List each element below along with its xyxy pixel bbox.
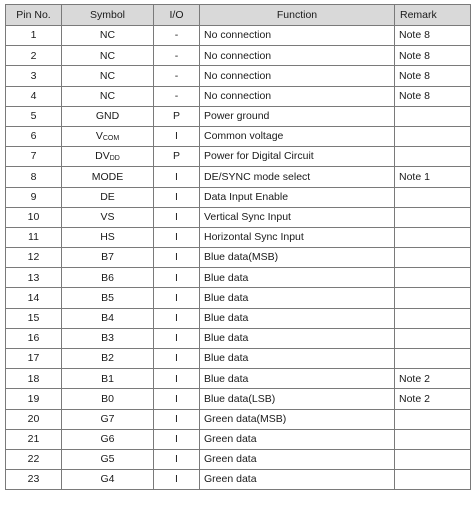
remark-cell: Note 2: [395, 389, 471, 409]
table-row: [6, 86, 471, 106]
pin-number-cell: 23: [6, 470, 62, 490]
remark-cell: [395, 187, 471, 207]
function-cell: Green data: [200, 470, 395, 490]
symbol-text: B2: [101, 352, 114, 365]
table-row: [6, 470, 471, 490]
remark-cell: [395, 470, 471, 490]
symbol-cell: [62, 126, 154, 146]
table-header: [6, 5, 471, 26]
function-cell: Blue data(MSB): [200, 248, 395, 268]
io-type-cell: P: [154, 106, 200, 126]
symbol-cell: [62, 227, 154, 247]
pin-number-cell: 21: [6, 429, 62, 449]
remark-cell: [395, 227, 471, 247]
remark-cell: [395, 449, 471, 469]
symbol-text: MODE: [91, 170, 124, 183]
remark-cell: [395, 429, 471, 449]
symbol-cell: [62, 268, 154, 288]
pin-number-cell: 16: [6, 328, 62, 348]
remark-cell: [395, 126, 471, 146]
remark-cell: [395, 308, 471, 328]
io-type-cell: I: [154, 227, 200, 247]
function-cell: Blue data: [200, 288, 395, 308]
symbol-cell: [62, 248, 154, 268]
remark-cell: [395, 248, 471, 268]
symbol-text: B7: [101, 251, 114, 264]
symbol-text: G5: [100, 453, 115, 466]
table-row: [6, 147, 471, 167]
remark-cell: [395, 207, 471, 227]
io-type-cell: I: [154, 248, 200, 268]
function-cell: Horizontal Sync Input: [200, 227, 395, 247]
symbol-text: B6: [101, 271, 114, 284]
io-type-cell: I: [154, 429, 200, 449]
pin-number-cell: 9: [6, 187, 62, 207]
symbol-text: NC: [99, 69, 116, 82]
symbol-cell: [62, 308, 154, 328]
remark-cell: [395, 147, 471, 167]
table-row: [6, 308, 471, 328]
table-row: [6, 126, 471, 146]
symbol-text: B4: [101, 311, 114, 324]
symbol-text: VS: [100, 211, 115, 224]
pin-number-cell: 17: [6, 349, 62, 369]
symbol-cell: [62, 66, 154, 86]
pin-number-cell: 14: [6, 288, 62, 308]
io-type-cell: I: [154, 167, 200, 187]
io-type-cell: I: [154, 369, 200, 389]
symbol-text: HS: [100, 231, 115, 244]
symbol-cell: [62, 328, 154, 348]
function-cell: Blue data: [200, 349, 395, 369]
table-row: [6, 328, 471, 348]
symbol-text: B0: [101, 392, 114, 405]
symbol-cell: [62, 46, 154, 66]
table-row: [6, 207, 471, 227]
remark-cell: [395, 328, 471, 348]
symbol-cell: [62, 147, 154, 167]
pin-number-cell: 13: [6, 268, 62, 288]
table-row: [6, 369, 471, 389]
header-row: [6, 5, 471, 26]
function-cell: DE/SYNC mode select: [200, 167, 395, 187]
function-cell: Blue data: [200, 308, 395, 328]
pin-number-cell: 22: [6, 449, 62, 469]
io-type-cell: I: [154, 288, 200, 308]
header-io: I/O: [154, 5, 200, 26]
pin-number-cell: 11: [6, 227, 62, 247]
remark-cell: Note 8: [395, 26, 471, 46]
function-cell: Blue data(LSB): [200, 389, 395, 409]
pin-number-cell: 6: [6, 126, 62, 146]
header-remark: Remark: [395, 5, 471, 26]
pin-number-cell: 8: [6, 167, 62, 187]
pin-number-cell: 20: [6, 409, 62, 429]
remark-cell: [395, 106, 471, 126]
table-body: [6, 26, 471, 490]
io-type-cell: I: [154, 207, 200, 227]
io-type-cell: I: [154, 308, 200, 328]
header-pin-no: Pin No.: [6, 5, 62, 26]
io-type-cell: I: [154, 449, 200, 469]
table-row: [6, 288, 471, 308]
table-row: [6, 66, 471, 86]
pin-number-cell: 4: [6, 86, 62, 106]
remark-cell: [395, 268, 471, 288]
pin-number-cell: 3: [6, 66, 62, 86]
table-row: [6, 46, 471, 66]
function-cell: Vertical Sync Input: [200, 207, 395, 227]
symbol-text: NC: [99, 29, 116, 42]
function-cell: Power ground: [200, 106, 395, 126]
function-cell: Blue data: [200, 369, 395, 389]
function-cell: Common voltage: [200, 126, 395, 146]
header-symbol: Symbol: [62, 5, 154, 26]
symbol-cell: [62, 187, 154, 207]
symbol-text: V: [95, 130, 103, 143]
function-cell: Green data: [200, 429, 395, 449]
symbol-cell: [62, 26, 154, 46]
table-row: [6, 429, 471, 449]
symbol-text: NC: [99, 49, 116, 62]
remark-cell: Note 2: [395, 369, 471, 389]
io-type-cell: -: [154, 26, 200, 46]
symbol-cell: [62, 409, 154, 429]
symbol-text: B1: [101, 372, 114, 385]
symbol-text: GND: [95, 110, 120, 123]
remark-cell: [395, 409, 471, 429]
table-row: [6, 167, 471, 187]
function-cell: Green data(MSB): [200, 409, 395, 429]
symbol-cell: [62, 288, 154, 308]
symbol-cell: [62, 106, 154, 126]
symbol-cell: [62, 470, 154, 490]
function-cell: Blue data: [200, 328, 395, 348]
function-cell: Blue data: [200, 268, 395, 288]
io-type-cell: P: [154, 147, 200, 167]
table-row: [6, 389, 471, 409]
pin-number-cell: 7: [6, 147, 62, 167]
table-row: [6, 409, 471, 429]
table-row: [6, 248, 471, 268]
io-type-cell: I: [154, 268, 200, 288]
pin-number-cell: 15: [6, 308, 62, 328]
io-type-cell: I: [154, 126, 200, 146]
symbol-text: NC: [99, 89, 116, 102]
symbol-text: G4: [100, 473, 115, 486]
pin-number-cell: 1: [6, 26, 62, 46]
symbol-text: G7: [100, 412, 115, 425]
remark-cell: [395, 288, 471, 308]
io-type-cell: -: [154, 46, 200, 66]
function-cell: Power for Digital Circuit: [200, 147, 395, 167]
io-type-cell: -: [154, 86, 200, 106]
io-type-cell: -: [154, 66, 200, 86]
symbol-cell: [62, 369, 154, 389]
pin-number-cell: 10: [6, 207, 62, 227]
remark-cell: Note 1: [395, 167, 471, 187]
symbol-cell: [62, 349, 154, 369]
function-cell: No connection: [200, 66, 395, 86]
symbol-cell: [62, 429, 154, 449]
table-row: [6, 26, 471, 46]
io-type-cell: I: [154, 409, 200, 429]
header-function: Function: [200, 5, 395, 26]
function-cell: No connection: [200, 26, 395, 46]
io-type-cell: I: [154, 470, 200, 490]
symbol-cell: [62, 389, 154, 409]
pin-assignment-table: [5, 4, 471, 490]
table-row: [6, 227, 471, 247]
symbol-cell: [62, 86, 154, 106]
symbol-subscript: DD: [109, 155, 120, 163]
symbol-text: DV: [95, 150, 110, 163]
symbol-cell: [62, 167, 154, 187]
table-row: [6, 187, 471, 207]
pin-number-cell: 18: [6, 369, 62, 389]
table-row: [6, 106, 471, 126]
symbol-cell: [62, 207, 154, 227]
pin-number-cell: 19: [6, 389, 62, 409]
remark-cell: [395, 349, 471, 369]
function-cell: Data Input Enable: [200, 187, 395, 207]
pin-number-cell: 2: [6, 46, 62, 66]
remark-cell: Note 8: [395, 86, 471, 106]
symbol-text: B5: [101, 291, 114, 304]
symbol-text: B3: [101, 332, 114, 345]
symbol-text: G6: [100, 433, 115, 446]
io-type-cell: I: [154, 187, 200, 207]
table-row: [6, 268, 471, 288]
symbol-cell: [62, 449, 154, 469]
function-cell: No connection: [200, 86, 395, 106]
io-type-cell: I: [154, 349, 200, 369]
remark-cell: Note 8: [395, 66, 471, 86]
pin-number-cell: 5: [6, 106, 62, 126]
io-type-cell: I: [154, 328, 200, 348]
function-cell: Green data: [200, 449, 395, 469]
symbol-subscript: COM: [102, 135, 120, 143]
io-type-cell: I: [154, 389, 200, 409]
symbol-text: DE: [100, 190, 115, 203]
pin-number-cell: 12: [6, 248, 62, 268]
remark-cell: Note 8: [395, 46, 471, 66]
table-row: [6, 449, 471, 469]
table-row: [6, 349, 471, 369]
function-cell: No connection: [200, 46, 395, 66]
